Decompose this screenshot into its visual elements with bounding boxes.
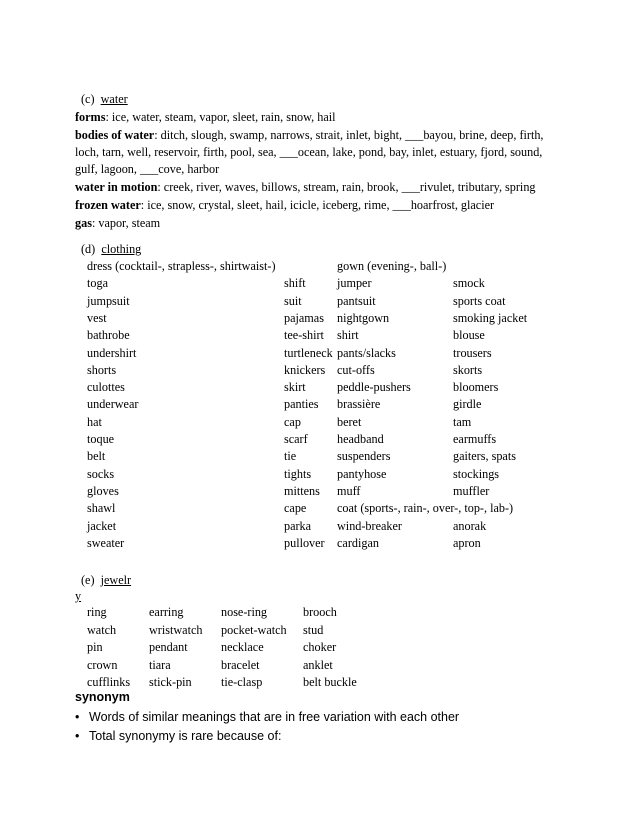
table-cell: ring <box>87 605 107 619</box>
table-cell: mittens <box>284 483 320 498</box>
water-term-examples: : vapor, steam <box>91 216 161 230</box>
table-cell: girdle <box>453 397 482 412</box>
table-cell: tam <box>453 414 472 429</box>
table-cell: sweater <box>87 535 125 550</box>
water-term-examples: : ditch, slough, swamp, narrows, strait, inlet, bight, ___bayou, brine, deep, firth, loch, tarn, well, reservoir, firth, pool, sea, ___ocean, lake, pond, bay, inlet, estuary, fjord, sound, gulf, lagoon, ___cove, harbor <box>75 128 544 176</box>
water-term-examples: : ice, water, steam, vapor, sleet, rain, snow, hail <box>105 110 336 124</box>
table-cell: skorts <box>453 362 483 377</box>
water-definition-line <box>75 215 565 232</box>
table-cell: belt <box>87 449 106 464</box>
table-cell: pocket-watch <box>221 622 287 637</box>
water-definition-line <box>75 179 565 196</box>
table-cell: toga <box>87 276 108 291</box>
table-cell: smock <box>453 276 485 291</box>
table-cell: stud <box>303 622 324 637</box>
section-jewelry-title-part1: jewelr <box>100 573 132 587</box>
table-cell: cufflinks <box>87 675 131 689</box>
table-cell: culottes <box>87 380 125 395</box>
table-cell: stockings <box>453 466 500 481</box>
table-cell: apron <box>453 535 481 550</box>
table-cell: suspenders <box>337 449 391 464</box>
table-cell: brooch <box>303 605 337 619</box>
table-cell: bloomers <box>453 380 499 395</box>
table-cell: trousers <box>453 345 492 360</box>
water-term-examples: : ice, snow, crystal, sleet, hail, icicle, iceberg, rime, ___hoarfrost, glacier <box>140 198 495 212</box>
table-cell: tie <box>284 449 297 464</box>
table-cell: panties <box>284 397 319 412</box>
table-cell: hat <box>87 414 102 429</box>
table-cell: parka <box>284 518 312 533</box>
table-cell: cut-offs <box>337 362 375 377</box>
table-cell: earmuffs <box>453 432 497 446</box>
table-cell: dress (cocktail-, strapless-, shirtwaist-) <box>87 259 276 273</box>
table-cell: crown <box>87 657 118 672</box>
table-cell: pants/slacks <box>337 345 396 360</box>
table-cell: tee-shirt <box>284 328 324 343</box>
section-clothing-label: (d) <box>81 242 96 256</box>
table-cell: anorak <box>453 518 487 533</box>
table-cell: anklet <box>303 657 333 672</box>
table-cell: pullover <box>284 535 325 550</box>
table-cell: cap <box>284 414 301 429</box>
table-cell: pin <box>87 640 103 654</box>
table-cell: bracelet <box>221 657 260 672</box>
table-cell: nightgown <box>337 310 390 325</box>
table-cell: sports coat <box>453 293 506 308</box>
table-cell: jacket <box>87 518 117 533</box>
water-term: frozen water <box>75 198 141 212</box>
section-jewelry-label: (e) <box>81 573 95 587</box>
table-cell: brassière <box>337 397 381 412</box>
water-term-examples: : creek, river, waves, billows, stream, rain, brook, ___rivulet, tributary, spring <box>157 180 536 194</box>
water-term: forms <box>75 110 106 124</box>
table-cell: gown (evening-, ball-) <box>337 259 447 273</box>
table-cell: cardigan <box>337 535 379 550</box>
water-definition-line <box>75 109 565 126</box>
table-cell: blouse <box>453 328 485 343</box>
section-clothing-title: clothing <box>101 242 142 256</box>
table-cell: stick-pin <box>149 675 192 689</box>
table-cell: choker <box>303 640 337 654</box>
table-cell: tie-clasp <box>221 675 263 689</box>
synonym-bullet-text: Words of similar meanings that are in free variation with each other <box>89 710 460 724</box>
table-cell: turtleneck <box>284 345 333 360</box>
table-cell: pantyhose <box>337 466 387 481</box>
table-cell: smoking jacket <box>453 310 528 325</box>
table-cell: jumper <box>337 276 372 291</box>
table-cell: necklace <box>221 640 264 654</box>
table-cell: skirt <box>284 380 306 395</box>
table-cell: wind-breaker <box>337 518 402 533</box>
table-cell: vest <box>87 310 107 325</box>
bullet-icon: • <box>75 710 80 724</box>
table-cell: earring <box>149 605 184 619</box>
table-cell: pajamas <box>284 310 324 325</box>
water-term: bodies of water <box>75 128 155 142</box>
table-cell: headband <box>337 432 384 446</box>
water-definitions <box>75 109 565 232</box>
table-cell: scarf <box>284 432 308 446</box>
table-cell: gaiters, spats <box>453 449 516 464</box>
table-cell: cape <box>284 501 307 516</box>
table-cell: shift <box>284 276 306 291</box>
table-cell: wristwatch <box>149 622 203 637</box>
table-cell: toque <box>87 432 115 446</box>
table-cell: gloves <box>87 483 119 498</box>
table-cell: tights <box>284 466 312 481</box>
section-water-heading <box>81 92 128 107</box>
bullet-icon: • <box>75 729 80 743</box>
table-cell: socks <box>87 466 115 481</box>
section-clothing-heading <box>81 242 141 257</box>
table-cell: tiara <box>149 657 171 672</box>
section-water-title: water <box>100 92 128 106</box>
water-term: water in motion <box>75 180 158 194</box>
table-cell: undershirt <box>87 345 137 360</box>
table-cell: pendant <box>149 640 188 654</box>
table-cell: suit <box>284 293 302 308</box>
synonym-heading: synonym <box>75 690 130 704</box>
table-cell: watch <box>87 622 117 637</box>
table-cell: peddle-pushers <box>337 380 411 395</box>
section-water-label: (c) <box>81 92 95 106</box>
synonym-bullet-1 <box>75 710 459 724</box>
table-cell: knickers <box>284 362 326 377</box>
table-cell: beret <box>337 414 362 429</box>
table-cell: coat (sports-, rain-, over-, top-, lab-) <box>337 501 514 516</box>
table-cell: shirt <box>337 328 359 343</box>
water-definition-line <box>75 127 565 178</box>
table-cell: belt buckle <box>303 675 357 689</box>
table-cell: muff <box>337 483 361 498</box>
table-cell: shawl <box>87 501 116 516</box>
section-jewelry-title-part2: y <box>75 589 82 603</box>
section-jewelry-heading <box>81 573 131 588</box>
table-cell: jumpsuit <box>87 293 130 308</box>
water-definition-line <box>75 197 565 214</box>
synonym-bullet-2 <box>75 729 281 743</box>
table-cell: shorts <box>87 362 117 377</box>
table-cell: nose-ring <box>221 605 268 619</box>
synonym-bullet-text: Total synonymy is rare because of: <box>89 729 282 743</box>
table-cell: bathrobe <box>87 328 130 343</box>
table-cell: muffler <box>453 483 490 498</box>
water-term: gas <box>75 216 92 230</box>
table-cell: underwear <box>87 397 139 412</box>
section-jewelry-title-wrap <box>75 589 81 604</box>
table-cell: pantsuit <box>337 293 376 308</box>
